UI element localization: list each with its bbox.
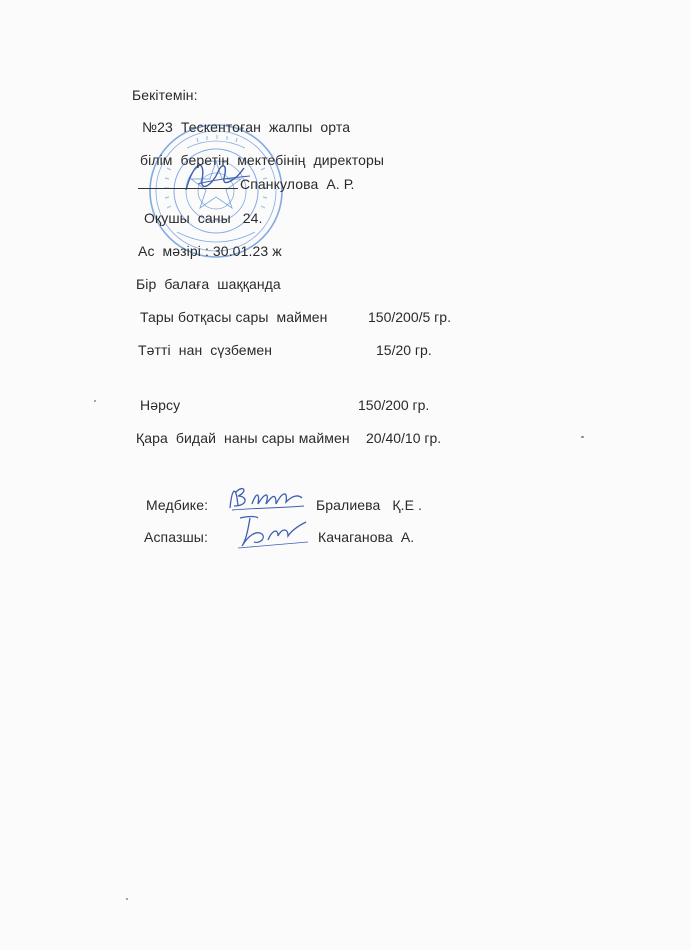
- menu-item-qty: 150/200/5 гр.: [368, 309, 451, 325]
- students-count: Оқушы саны 24.: [144, 210, 263, 226]
- menu-item-name: Тәтті нан сүзбемен: [138, 342, 273, 358]
- cook-signature: [234, 512, 310, 552]
- nurse-name: Бралиева Қ.Е .: [316, 497, 423, 513]
- menu-item-name: Нәрсу: [140, 397, 181, 413]
- cook-name: Качаганова А.: [318, 529, 415, 545]
- menu-item-qty: 20/40/10 гр.: [366, 430, 442, 446]
- nurse-label: Медбике:: [146, 497, 209, 513]
- approve-label: Бекітемін:: [132, 87, 198, 103]
- menu-item-qty: 15/20 гр.: [376, 342, 432, 358]
- per-child-label: Бір балаға шаққанда: [136, 276, 281, 292]
- school-line-2: білім беретін мектебінің директоры: [140, 152, 385, 168]
- menu-item-name: Тары ботқасы сары маймен: [140, 309, 328, 325]
- menu-item-qty: 150/200 гр.: [358, 397, 430, 413]
- menu-date: Ас мәзірі : 30.01.23 ж: [138, 243, 282, 259]
- school-line-1: №23 Тескентоған жалпы орта: [142, 119, 351, 135]
- director-signature-line: [138, 188, 238, 189]
- director-name: Спанкулова А. Р.: [240, 176, 355, 192]
- scan-speck: [581, 436, 584, 438]
- menu-item-name: Қара бидай наны сары маймен: [136, 430, 350, 446]
- cook-label: Аспазшы:: [144, 529, 208, 545]
- scan-speck: [126, 898, 128, 900]
- nurse-signature: [226, 478, 306, 514]
- scan-speck: [94, 400, 96, 402]
